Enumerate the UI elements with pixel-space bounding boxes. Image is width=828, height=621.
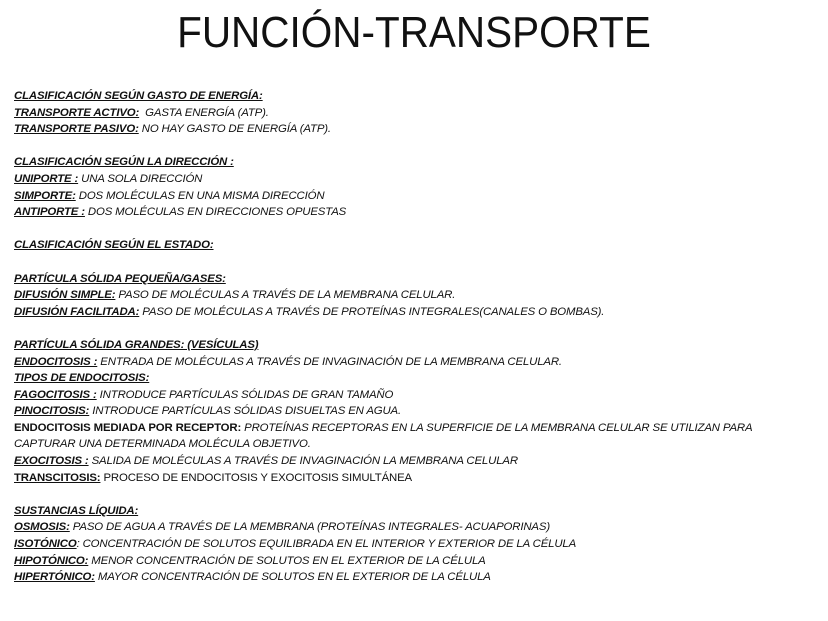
blank-line	[14, 486, 814, 503]
text-line	[14, 171, 814, 188]
term-description: INTRODUCE PARTÍCULAS SÓLIDAS DISUELTAS EN AGUA.	[89, 405, 402, 418]
text-line	[14, 188, 814, 205]
term-description: DOS MOLÉCULAS EN DIRECCIONES OPUESTAS	[84, 206, 347, 219]
term-label: DIFUSIÓN FACILITADA:	[14, 305, 140, 318]
term-description: PROCESO DE ENDOCITOSIS Y EXOCITOSIS SIMULTÁNEA	[100, 471, 412, 484]
term-label: ENDOCITOSIS MEDIADA POR RECEPTOR:	[14, 421, 242, 434]
term-label: OSMOSIS:	[14, 521, 70, 534]
term-description: ENTRADA DE MOLÉCULAS A TRAVÉS DE INVAGINACIÓN DE LA MEMBRANA CELULAR.	[97, 355, 562, 368]
text-line	[14, 370, 814, 387]
document-body	[14, 88, 814, 586]
term-description: SALIDA DE MOLÉCULAS A TRAVÉS DE INVAGINACIÓN LA MEMBRANA CELULAR	[88, 455, 518, 468]
text-line	[14, 88, 814, 105]
term-description: : CONCENTRACIÓN DE SOLUTOS EQUILIBRADA EN EL INTERIOR Y EXTERIOR DE LA CÉLULA	[76, 538, 577, 551]
text-line	[14, 154, 814, 171]
term-label: TIPOS DE ENDOCITOSIS:	[14, 372, 150, 385]
term-description: DOS MOLÉCULAS EN UNA MISMA DIRECCIÓN	[75, 189, 325, 202]
text-line	[14, 470, 814, 487]
text-line	[14, 453, 814, 470]
text-line	[14, 287, 814, 304]
text-line	[14, 204, 814, 221]
term-label: CLASIFICACIÓN SEGÚN GASTO DE ENERGÍA:	[14, 90, 263, 102]
text-line	[14, 105, 814, 122]
page-title: FUNCIÓN-TRANSPORTE	[177, 8, 651, 57]
term-description: NO HAY GASTO DE ENERGÍA (ATP).	[138, 123, 331, 136]
term-label: ANTIPORTE :	[14, 206, 85, 219]
text-line	[14, 121, 814, 138]
term-label: CLASIFICACIÓN SEGÚN LA DIRECCIÓN :	[14, 156, 234, 169]
text-line	[14, 354, 814, 371]
text-line	[14, 536, 814, 553]
term-label: TRANSPORTE ACTIVO:	[14, 106, 140, 119]
term-label: HIPERTÓNICO:	[14, 571, 95, 584]
text-line	[14, 337, 814, 354]
term-description: PASO DE AGUA A TRAVÉS DE LA MEMBRANA (PROTEÍNAS INTEGRALES- ACUAPORINAS)	[69, 521, 550, 534]
term-label: ISOTÓNICO	[14, 538, 77, 551]
term-label: CLASIFICACIÓN SEGÚN EL ESTADO:	[14, 239, 214, 252]
text-line	[14, 553, 814, 570]
text-line	[14, 271, 814, 288]
text-line	[14, 237, 814, 254]
term-description: MAYOR CONCENTRACIÓN DE SOLUTOS EN EL EXTERIOR DE LA CÉLULA	[94, 571, 491, 584]
text-line	[14, 503, 814, 520]
term-label: ENDOCITOSIS :	[14, 355, 98, 368]
term-description: PROTEÍNAS RECEPTORAS EN LA SUPERFICIE DE LA MEMBRANA CELULAR SE UTILIZAN PARA	[241, 421, 753, 434]
term-label: HIPOTÓNICO:	[14, 554, 89, 567]
term-label: SIMPORTE:	[14, 189, 76, 202]
blank-line	[14, 320, 814, 337]
term-label: PINOCITOSIS:	[14, 405, 90, 418]
term-label: DIFUSIÓN SIMPLE:	[14, 289, 116, 302]
text-line	[14, 519, 814, 536]
term-label: TRANSPORTE PASIVO:	[14, 123, 139, 136]
text-line	[14, 387, 814, 404]
term-label: UNIPORTE :	[14, 172, 79, 185]
blank-line	[14, 254, 814, 271]
term-label: FAGOCITOSIS :	[14, 388, 97, 401]
text-line	[14, 569, 814, 586]
term-description: CAPTURAR UNA DETERMINADA MOLÉCULA OBJETIVO.	[14, 438, 311, 451]
term-label: EXOCITOSIS :	[14, 455, 89, 468]
term-description: GASTA ENERGÍA (ATP).	[139, 106, 269, 119]
text-line	[14, 403, 814, 420]
term-label: PARTÍCULA SÓLIDA GRANDES: (VESÍCULAS)	[14, 338, 259, 351]
term-label: SUSTANCIAS LÍQUIDA:	[14, 504, 139, 517]
term-description: INTRODUCE PARTÍCULAS SÓLIDAS DE GRAN TAMAÑO	[96, 388, 394, 401]
term-description: PASO DE MOLÉCULAS A TRAVÉS DE PROTEÍNAS INTEGRALES(CANALES O BOMBAS).	[139, 305, 605, 318]
term-label: TRANSCITOSIS:	[14, 471, 101, 484]
term-description: PASO DE MOLÉCULAS A TRAVÉS DE LA MEMBRANA CELULAR.	[115, 289, 456, 302]
blank-line	[14, 138, 814, 155]
text-line	[14, 304, 814, 321]
term-description: UNA SOLA DIRECCIÓN	[78, 172, 203, 185]
term-description: MENOR CONCENTRACIÓN DE SOLUTOS EN EL EXTERIOR DE LA CÉLULA	[88, 554, 486, 567]
text-line	[14, 420, 814, 437]
term-label: PARTÍCULA SÓLIDA PEQUEÑA/GASES:	[14, 272, 226, 285]
blank-line	[14, 221, 814, 238]
text-line	[14, 436, 814, 453]
